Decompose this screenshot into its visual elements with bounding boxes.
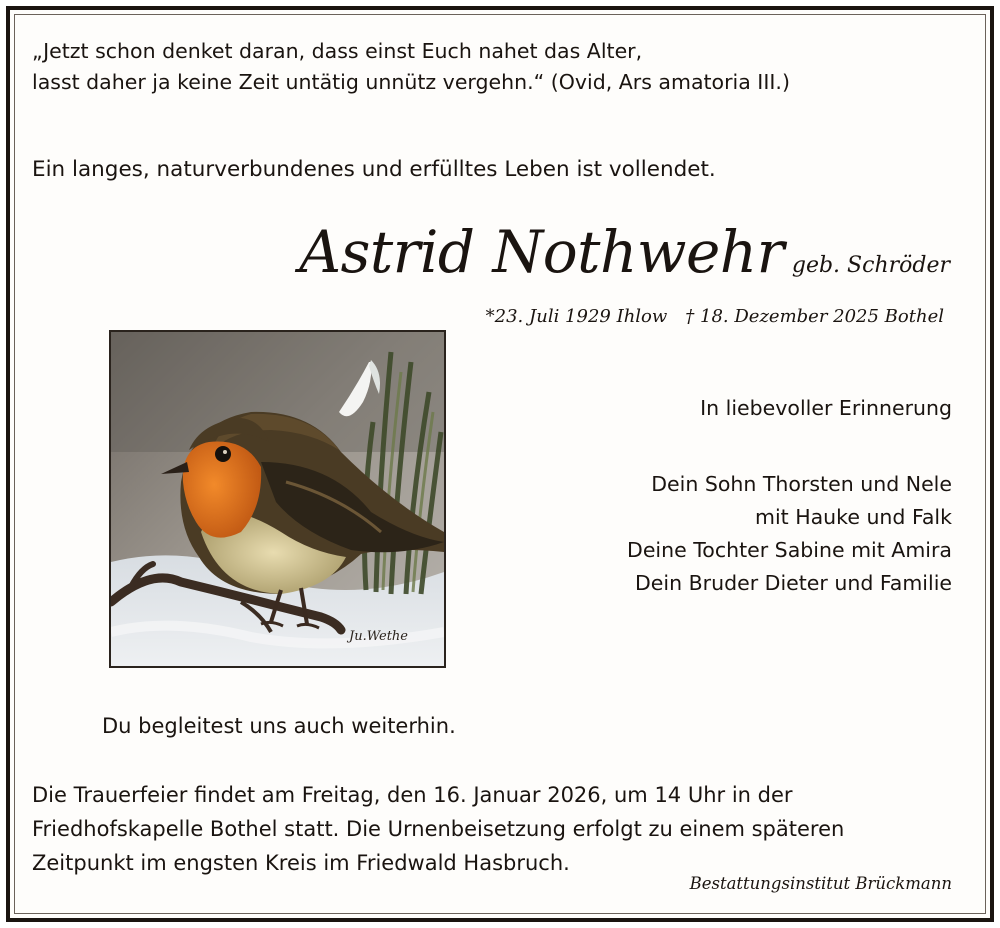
deceased-name: Astrid Nothwehr [299,218,784,286]
robin-painting-image [111,332,444,666]
quote-line-1: „Jetzt schon denket daran, dass einst Euch nahet das Alter, [32,39,643,63]
obituary-frame [6,6,994,922]
memory-line: In liebevoller Erinnerung [700,396,952,420]
family-line: mit Hauke und Falk [754,505,952,529]
funeral-line: Friedhofskapelle Bothel statt. Die Urnenbeisetzung erfolgt zu einem späteren [32,817,845,841]
family-line: Dein Bruder Dieter und Familie [635,571,952,595]
death-date: † 18. Dezember 2025 Bothel [685,306,944,327]
funeral-line: Die Trauerfeier findet am Freitag, den 16. Januar 2026, um 14 Uhr in der [32,783,793,807]
artist-signature: Ju.Wethe [349,629,409,644]
birth-name: geb. Schröder [791,253,950,278]
birth-date: *23. Juli 1929 Ihlow [485,306,668,327]
family-line: Dein Sohn Thorsten und Nele [651,472,952,496]
quote-line-2: lasst daher ja keine Zeit untätig unnütz vergehn.“ (Ovid, Ars amatoria III.) [32,70,790,94]
funeral-notice [32,778,972,880]
funeral-line: Zeitpunkt im engsten Kreis im Friedwald Hasbruch. [32,851,570,875]
family-line: Deine Tochter Sabine mit Amira [627,538,952,562]
deceased-name-block [299,218,950,286]
robin-painting [109,330,446,668]
family-list [627,468,952,600]
life-dates [486,306,944,327]
farewell-line: Du begleitest uns auch weiterhin. [102,714,456,738]
lead-sentence: Ein langes, naturverbundenes und erfülltes Leben ist vollendet. [32,157,716,182]
undertaker-credit: Bestattungsinstitut Brückmann [689,874,952,893]
